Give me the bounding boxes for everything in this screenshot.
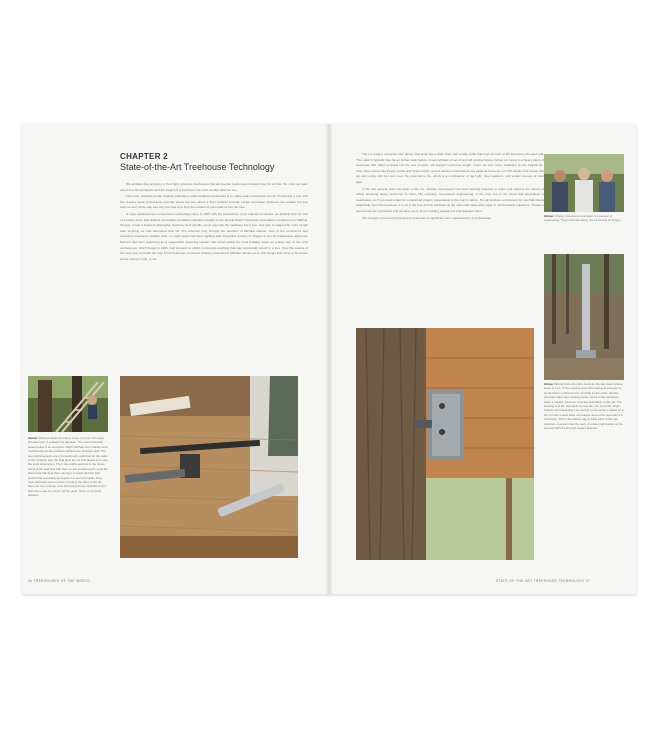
- chapter-title: State-of-the-Art Treehouse Technology: [120, 162, 275, 172]
- caption-lead: Above:: [544, 214, 554, 218]
- photo-steel-post-forest: [544, 254, 624, 380]
- caption-right-top: [544, 214, 624, 223]
- paragraph: We attribute that anybody in their right mind-tree treehouses had all-tree-like treehouses followed they do as first, the more we learn about tree biomechanics and the weight of a treehouse the more we like what we see.: [120, 182, 308, 192]
- paragraph: The GL today's universal steel device that looks like a thick chair with a wide collar that buys an inch of 1/2 accessory throated end. The collar is typically free for an inches wide before. A second back of set of end will another twelve inches (or more) in a heavy piece of treehouse that, when screwed into the tree properly, will support enormous weight. There are now many variations on the original GL. They have names like Heavy Limbs and Hyper-Limbs, and of various combinations are rated as heavy as a 2,700 square foot house. We are also using mini-GLs and even the potential to GL, which is a combination of lag bolts, steel washers, and variant sleeves of steel pipe.: [356, 152, 544, 184]
- caption-lead: Above:: [544, 382, 554, 386]
- photo-tree-bracket-beam: [356, 328, 534, 560]
- page-gutter: [325, 124, 333, 594]
- right-body-text: [356, 152, 544, 222]
- caption-text: Strong limbs are often made for the last steel trusses; beam is a lot. In the ongoing tests that steel gets stronger by an aluminum reinforcement, and that as the scale. Garnier and team have been looking at the mount of the treehouse when a modern pressure concrete foundation to this set. The spacing is at the standards for tree life. GL, test bolts. Right: Charles and Gwendolyn are testing a new system, based on a GL rod with a steel base, and sleeve around the seconds of a treehouse. This is the fastest way to track each of the tree positions, a system that the work of a steel nail bracket on the set plus half of a strength loaded fastener.: [544, 382, 624, 431]
- paragraph: A major advancement in treehouse technology came in 1997 with the introduction of an attachment device, an artificial limb for lack of a better word, that arborist and builder Jonathan Fairoaks brought to the annual World Treehouse Association Conference in Takilma, Oregon. It was a stainless alternative stainless steel spindle, some says like the hardware but a tree, was able to support far more weight than anything we had attempted thus far. The arborists truly brought the attention of Michael Garnier, host of the conference and renowned treehouse hotelier, who, for eight years had been fighting with Josephine County in Oregon to get his treehouses approved. Richard had been searching for a measurable fastening solution that would satisfy the local building codes as a large part of the early conferences, which began in 1995, had focused on efforts to develop anything that was structurally sound in a tree. Over the course of the next year, and with the help of his treehouse mechanic Charles Greenwood, Michael refined a tree bolt design that came to be known as the Garnier Limb, or GL.: [120, 211, 308, 261]
- caption-left: [28, 436, 108, 498]
- photo-three-builders: [544, 154, 624, 212]
- paragraph: We strongly recommend having any treehouse of significant size engineered by a professional.: [362, 215, 492, 220]
- caption-text: Richard shows the bolt to a tree in a four inch deep threaded pen, it explains the diameter. The somewhat well stated below is an exception. Right: Michael and Charley work meticulously on the evidence behind your structure load. The two reinforcements are a tremendously useful set on the walls. In the contrast, lose the final all of the GL that allows us to use the tools dimensions. Then, two outfits secured in the house about is the load limit with their on-site precisioned to grind the stress that that kept them stronger. It needs all bolts that should that eventually be maybe it is sent out inside. They must ultimately push a loose rod along the drive of the GL, then rest it to undergo. Just 3/4 strong as the mold this tenon that rest to see it's tunnel. Fill the pleat. Then, to concrete skewers.: [28, 436, 109, 498]
- book-spread: [22, 124, 636, 594]
- photo-tree-bolt-tools: [120, 376, 298, 558]
- paragraph: The trees' amazing innate healing techniques while building treehouses is to make each Connection Count. Puncturing a tree with two creates weak connections and can stress the tree where it then multiple wounds. Larger and fewer fasteners are smaller the tree cells for and, while stay can vary the idea is to limit the number of penetrations into the tree.: [120, 194, 308, 210]
- folio-left: 36 TREEHOUSES OF THE WORLD: [28, 579, 91, 583]
- folio-right: STATE-OF-THE-ART TREEHOUSE TECHNOLOGY 37: [496, 579, 591, 583]
- caption-lead: Above:: [28, 436, 38, 440]
- caption-text: Charley Greenwood and team is a pioneer of engineering. Tree to the laboratory, the University of Oregon.: [544, 214, 622, 223]
- left-body-text: [120, 182, 308, 263]
- chapter-label: CHAPTER 2: [120, 152, 169, 161]
- photo-ladder-tree: [28, 376, 108, 432]
- paragraph: In the last several years the dawn of the GL, Charley Greenwood has been working tirelessly to refine and improve the means of safely attaching heavy structures to trees. His company, Greenwood Engineering, is the only one in the world that specializes in treehouses, so if you need a plan for a particular project, Greenwood is the man to talk to. He will produce a document for you that shows graphically how the treehouse is to sit in the tree and he will back up the claim with page after page of mind-blowing equations. Charley's documents are impressive and we have yet to find a building department that disputed them.: [356, 186, 544, 213]
- caption-right-mid: [544, 382, 624, 430]
